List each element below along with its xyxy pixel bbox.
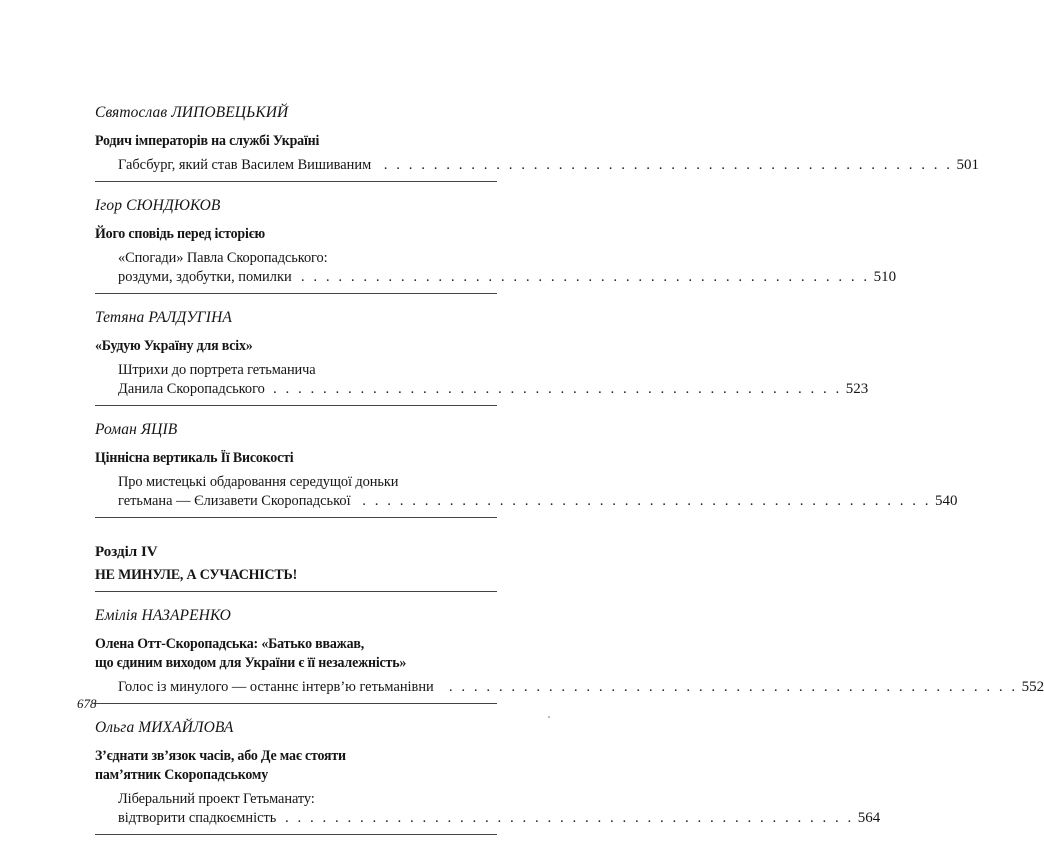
toc-entry — [95, 103, 980, 182]
entry-subtitle: Про мистецькі обдаровання середущої доньки — [118, 474, 399, 490]
entry-subtitle-line[interactable] — [118, 492, 958, 517]
dot-leader: . . . . . . . . . . . . . . . . . . . . . . . . . . . . . . . . . . . . . . . . . . . . . . — [300, 269, 870, 285]
entry-title-block — [95, 449, 497, 468]
entry-author: Ігор СЮНДЮКОВ — [95, 197, 221, 214]
entry-title-block — [95, 747, 497, 785]
entry-author: Тетяна РАЛДУГІНА — [95, 309, 232, 326]
entry-subtitle: Габсбург, який став Василем Вишиваним — [118, 157, 372, 173]
entry-subtitle-line[interactable] — [118, 268, 897, 293]
entry-page-number: 552 — [1021, 679, 1044, 695]
entry-author: Роман ЯЦІВ — [95, 421, 178, 438]
entry-subtitle-line[interactable] — [118, 809, 881, 834]
entry-subtitle: Ліберальний проект Гетьманату: — [118, 791, 315, 807]
entry-page-number: 564 — [857, 810, 881, 826]
entry-subtitle: відтворити спадкоємність — [118, 810, 277, 826]
toc-entry — [95, 606, 1044, 704]
toc-entry — [95, 420, 958, 518]
dot-leader: . . . . . . . . . . . . . . . . . . . . . . . . . . . . . . . . . . . . . . . . . . . . . . — [284, 810, 854, 826]
section-label: Розділ IV — [95, 544, 158, 560]
entry-title: що єдиним виходом для України є її незалежність» — [95, 655, 407, 671]
section-heading — [95, 542, 497, 592]
entry-title-block — [95, 337, 497, 356]
entry-subtitle-line[interactable] — [118, 156, 980, 181]
entry-title: Родич імператорів на службі Україні — [95, 133, 320, 149]
scan-speck — [548, 716, 550, 718]
entry-subtitle: роздуми, здобутки, помилки — [118, 269, 292, 285]
entry-author: Святослав ЛИПОВЕЦЬКИЙ — [95, 104, 289, 121]
entry-title-block — [95, 225, 497, 244]
toc-entry — [95, 196, 897, 294]
entry-title-block — [95, 635, 497, 673]
entry-subtitle: Штрихи до портрета гетьманича — [118, 362, 316, 378]
toc-entry — [95, 718, 881, 835]
dot-leader: . . . . . . . . . . . . . . . . . . . . . . . . . . . . . . . . . . . . . . . . . . . . . . — [448, 679, 1018, 695]
entry-title: пам’ятник Скоропадському — [95, 767, 269, 783]
page-folio: 678 — [77, 696, 97, 711]
entry-page-number: 510 — [873, 269, 897, 285]
entry-page-number: 540 — [935, 493, 958, 509]
entry-title: З’єднати зв’язок часів, або Де має стояти — [95, 748, 346, 764]
entry-title-block — [95, 132, 497, 151]
entry-subtitle: гетьмана — Єлизавети Скоропадської — [118, 493, 351, 509]
section-title: НЕ МИНУЛЕ, А СУЧАСНІСТЬ! — [95, 567, 298, 583]
dot-leader: . . . . . . . . . . . . . . . . . . . . . . . . . . . . . . . . . . . . . . . . . . . . . . — [273, 381, 842, 397]
entry-title: Ціннісна вертикаль Її Високості — [95, 450, 294, 466]
entry-title: Олена Отт-Скоропадська: «Батько вважав, — [95, 636, 365, 652]
entry-title: Його сповідь перед історією — [95, 226, 266, 242]
entry-subtitle-line[interactable] — [118, 678, 1044, 703]
entry-page-number: 523 — [845, 381, 869, 397]
entry-page-number: 501 — [956, 157, 980, 173]
entry-subtitle-line[interactable] — [118, 380, 869, 405]
entry-subtitle: «Спогади» Павла Скоропадського: — [118, 250, 328, 266]
dot-leader: . . . . . . . . . . . . . . . . . . . . . . . . . . . . . . . . . . . . . . . . . . . . . . — [362, 493, 932, 509]
toc-entry — [95, 308, 869, 406]
dot-leader: . . . . . . . . . . . . . . . . . . . . . . . . . . . . . . . . . . . . . . . . . . . . . . — [383, 157, 953, 173]
entry-subtitle: Голос із минулого — останнє інтерв’ю гетьманівни — [118, 679, 434, 695]
entry-subtitle: Данила Скоропадського — [118, 381, 265, 397]
entry-author: Ольга МИХАЙЛОВА — [95, 719, 234, 736]
table-of-contents — [95, 103, 1044, 849]
entry-author: Емілія НАЗАРЕНКО — [95, 607, 231, 624]
entry-title: «Будую Україну для всіх» — [95, 338, 253, 354]
